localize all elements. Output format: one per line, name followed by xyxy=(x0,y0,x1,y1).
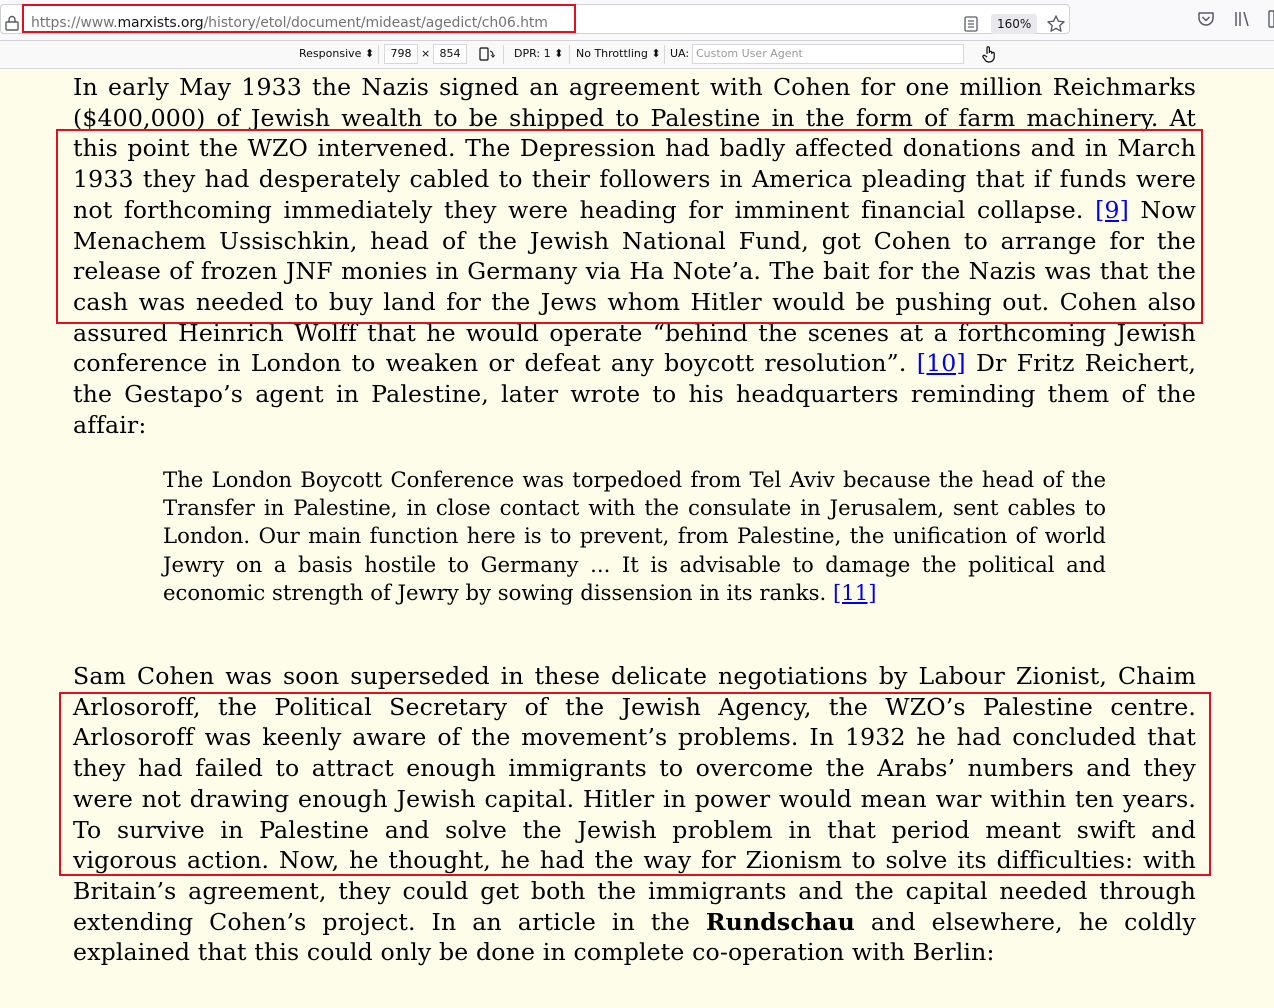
bookmark-star-icon[interactable] xyxy=(1046,14,1066,34)
lock-icon[interactable] xyxy=(5,15,19,31)
responsive-design-toolbar xyxy=(0,41,1274,69)
toolbar-divider xyxy=(664,45,665,64)
device-selector[interactable]: Responsive ⬍ xyxy=(299,47,375,60)
toolbar-divider xyxy=(569,45,570,64)
reader-view-icon[interactable] xyxy=(964,16,978,32)
rotate-viewport-icon[interactable] xyxy=(479,47,495,61)
toolbar-divider xyxy=(378,45,379,64)
touch-simulation-icon[interactable] xyxy=(980,45,998,63)
overflow-menu-icon[interactable] xyxy=(1266,10,1274,28)
browser-toolbar xyxy=(0,0,1274,41)
dimension-separator: × xyxy=(421,47,431,60)
footnote-9-link[interactable]: [9] xyxy=(1095,195,1129,224)
pocket-icon[interactable] xyxy=(1197,10,1215,28)
dpr-selector[interactable]: DPR: 1 ⬍ xyxy=(514,47,564,60)
article-paragraph-2: Sam Cohen was soon superseded in these delicate negotiations by Labour Zionist, Chaim Arlosoroff, the Political Secretary of the Jewish Agency, the WZO’s Palestine centre. Arlosoroff was keenly aware of the movement’s problems. In 1932 he had concluded that they had failed to attract enough immigrants to overcome the Arabs’ numbers and they were not drawing enough Jewish capital. Hitler in power would mean war within ten years. To survive in Palestine and solve the Jewish problem in that period meant swift and vigorous action. Now, he thought, he had the way for Zionism to solve its difficulties: with Britain’s agreement, they could get both the immigrants and the capital needed through extending Cohen’s project. In an article in the Rundschau and elsewhere, he coldly explained that this could only be done in complete co-operation with Berlin: xyxy=(73,662,1197,967)
zoom-level-button[interactable]: 160% xyxy=(991,14,1037,34)
rundschau-bold: Rundschau xyxy=(705,907,855,936)
library-icon[interactable] xyxy=(1234,11,1252,27)
blockquote-reichert: The London Boycott Conference was torpedoed from Tel Aviv because the head of the Transfer in Palestine, in close contact with the consulate in Jerusalem, sent cables to London. Our main function here is to prevent, from Palestine, the unification of world Jewry on a basis hostile to Germany ... It is advisable to damage the political and economic strength of Jewry by sowing dissension in its ranks. [11] xyxy=(163,467,1106,605)
toolbar-divider xyxy=(503,45,504,64)
url-text[interactable]: https://www.marxists.org/history/etol/document/mideast/agedict/ch06.htm xyxy=(31,15,548,31)
footnote-11-link[interactable]: [11] xyxy=(833,579,877,605)
user-agent-input[interactable]: Custom User Agent xyxy=(692,44,964,64)
viewport-height-input[interactable]: 854 xyxy=(433,44,467,64)
footnote-10-link[interactable]: [10] xyxy=(916,349,966,378)
url-bar[interactable] xyxy=(0,4,1070,34)
ua-label: UA: xyxy=(670,47,690,60)
throttling-selector[interactable]: No Throttling ⬍ xyxy=(576,47,661,60)
viewport-width-input[interactable]: 798 xyxy=(384,44,418,64)
article-paragraph-1: In early May 1933 the Nazis signed an agreement with Cohen for one million Reichmarks ($400,000) of Jewish wealth to be shipped to Palestine in the form of farm machinery. At this point the WZO intervened. The Depression had badly affected donations and in March 1933 they had desperately cabled to their followers in America pleading that if funds were not forthcoming immediately they were heading for imminent financial collapse. [9] Now Menachem Ussischkin, head of the Jewish National Fund, got Cohen to arrange for the release of frozen JNF monies in Germany via Ha Note’a. The bait for the Nazis was that the cash was needed to buy land for the Jews whom Hitler would be pushing out. Cohen also assured Heinrich Wolff that he would operate “behind the scenes at a forthcoming Jewish conference in London to weaken or defeat any boycott resolution”. [10] Dr Fritz Reichert, the Gestapo’s agent in Palestine, later wrote to his headquarters reminding them of the affair: xyxy=(73,73,1196,439)
